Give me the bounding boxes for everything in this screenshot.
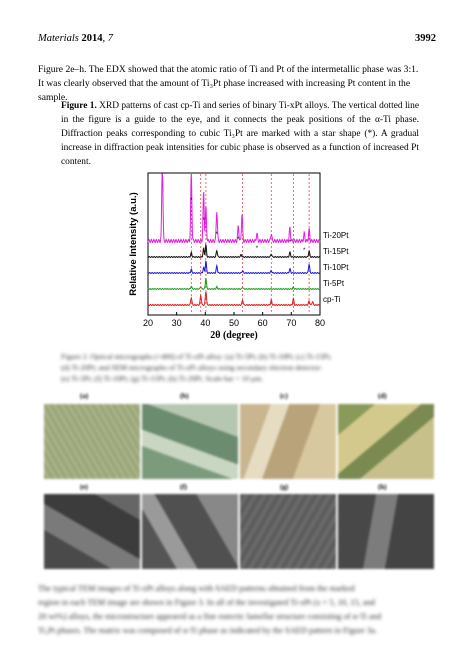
plot-frame <box>148 173 320 315</box>
figure1-caption-3: Diffraction peaks corresponding to cubic Ti₃Pt are marked with a star shape (*). A gradual <box>61 129 419 139</box>
journal-name: Materials <box>38 33 79 44</box>
panel-label-e: (e) <box>80 483 88 491</box>
panel-label-c: (c) <box>280 392 288 400</box>
panel-label-b: (b) <box>180 392 189 400</box>
panel-label-h: (h) <box>378 483 387 491</box>
x-tick-label: 20 <box>142 318 154 328</box>
series-label-ti-5pt: Ti-5Pt <box>323 279 345 288</box>
x-tick-label: 30 <box>171 318 182 328</box>
series-label-ti-15pt: Ti-15Pt <box>323 247 349 256</box>
micrograph-h <box>338 494 434 569</box>
panel-label-g: (g) <box>280 483 289 491</box>
micrograph-f <box>142 494 238 569</box>
figure1-caption <box>61 99 419 169</box>
x-tick-label: 70 <box>286 318 297 328</box>
micrograph-d <box>338 404 434 479</box>
series-trace-ti-20pt <box>148 174 320 243</box>
body-line-1: The typical TEM images of Ti-xPt alloys along with SAED patterns obtained from the marked <box>38 584 355 593</box>
panel-label-d: (d) <box>378 392 387 400</box>
y-axis-label: Relative Intensity (a.u.) <box>128 192 139 296</box>
panel-label-f: (f) <box>180 483 187 491</box>
x-tick-label: 60 <box>257 318 268 328</box>
intro-line-2: It was clearly observed that the amount of Ti₃Pt phase increased with increasing Pt content in the sample. <box>38 78 411 103</box>
x-tick-label: 50 <box>228 318 240 328</box>
cubic-star-marker: * <box>215 232 218 238</box>
series-trace-cp-ti <box>148 292 320 306</box>
series-label-cp-ti: cp-Ti <box>323 295 341 304</box>
journal-header: Materials 2014, 7 <box>38 33 113 44</box>
figure2-caption-2: (d) Ti-20Pt; and SEM micrographs of Ti-xPt alloys using secondary electron detector: <box>61 363 322 372</box>
journal-year: 2014 <box>81 33 103 44</box>
x-tick-label: 80 <box>314 318 326 328</box>
micrograph-g <box>240 494 336 569</box>
cubic-star-marker: * <box>237 237 240 243</box>
page-number: 3992 <box>415 33 436 44</box>
panel-label-a: (a) <box>80 392 89 400</box>
series-trace-ti-15pt <box>148 245 320 258</box>
series-trace-ti-5pt <box>148 279 320 290</box>
journal-volume: 7 <box>107 33 113 44</box>
cubic-star-marker: * <box>288 240 292 246</box>
body-line-2: region in each TEM image are shown in Figure 3. In all of the investigated Ti-xPt (x = 5, 10, 15, and <box>38 598 375 607</box>
micrograph-e <box>44 494 140 569</box>
cubic-star-marker: * <box>190 198 193 204</box>
body-line-4: Ti₃Pt phases. The matrix was composed of α-Ti phase as indicated by the SAED pattern in Figure 3a. <box>38 626 377 635</box>
micrograph-a <box>44 404 140 479</box>
x-axis-label: 2θ (degree) <box>210 330 258 341</box>
cubic-star-marker: * <box>303 248 306 254</box>
series-label-ti-10pt: Ti-10Pt <box>323 263 349 272</box>
micrograph-c <box>240 404 336 479</box>
figure1-caption-4: increase in diffraction peak intensities for cubic phase is observed as a function of <box>61 143 371 153</box>
cubic-star-marker: * <box>255 246 259 252</box>
intro-line-1: Figure 2e–h. The EDX showed that the atomic ratio of Ti and Pt of the intermetallic phase was 3:1. <box>38 64 419 75</box>
body-line-3: 20 wt%) alloys, the microstructure appeared as a fine eutectic lamellar structure consisting of α-Ti and <box>38 612 382 621</box>
micrograph-b <box>142 404 238 479</box>
cubic-star-marker: * <box>202 218 205 224</box>
figure1-caption-2: line in the figure is a guide to the eye, and it connects the peak positions of the α-Ti phase. <box>61 101 420 125</box>
figure2-caption-3: (e) Ti-5Pt; (f) Ti-10Pt; (g) Ti-15Pt; (h) Ti-20Pt. Scale bar = 10 μm. <box>61 374 264 383</box>
figure1-label: Figure 1. <box>61 101 97 111</box>
series-trace-ti-10pt <box>148 261 320 273</box>
figure1-caption-1: XRD patterns of cast cp-Ti and series of binary Ti-xPt alloys. The vertical dotted <box>99 101 403 111</box>
figure2-caption-1: Figure 2. Optical micrographs (×400) of Ti-xPt alloy: (a) Ti-5Pt; (b) Ti-10Pt; (c) Ti-15Pt; <box>61 352 332 361</box>
x-tick-label: 40 <box>200 318 211 328</box>
figure1-caption-5: increased Pt content. <box>61 143 419 167</box>
series-label-ti-20pt: Ti-20Pt <box>323 231 349 240</box>
body-paragraph <box>38 582 436 638</box>
figure2-caption <box>61 351 419 384</box>
